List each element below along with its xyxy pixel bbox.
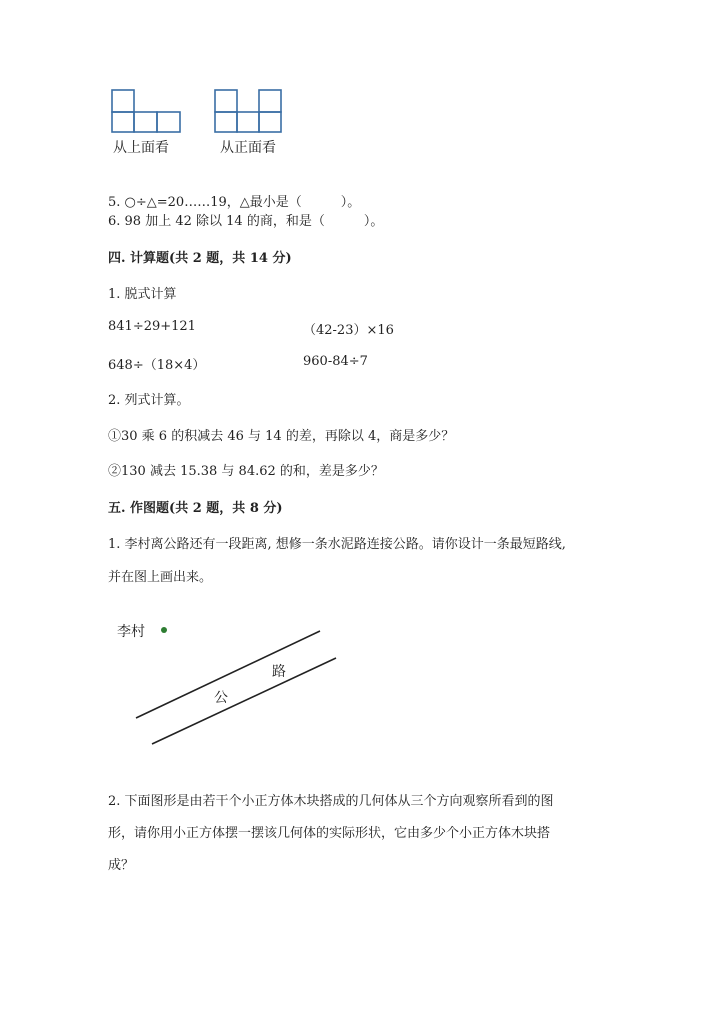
- road-label-char: 公: [214, 690, 228, 706]
- drawing-question-2-line: 形，请你用小正方体摆一摆该几何体的实际形状，它由多少个小正方体木块搭: [108, 826, 551, 841]
- road-edge-upper: [136, 631, 320, 718]
- calc-question-2b: ②130 减去 15.38 与 84.62 的和，差是多少？: [108, 464, 384, 479]
- village-label: 李村: [117, 624, 145, 640]
- village-dot: [161, 627, 167, 633]
- drawing-question-2-line: 成？: [108, 858, 135, 873]
- top-view-label: 从上面看: [113, 140, 169, 156]
- drawing-question-1-line: 1. 李村离公路还有一段距离, 想修一条水泥路连接公路。请你设计一条最短路线,: [108, 537, 566, 552]
- top-view-figure: [110, 88, 182, 134]
- front-view-square: [259, 112, 281, 132]
- calc-expression: 841÷29+121: [108, 319, 196, 334]
- top-view-square: [112, 112, 134, 132]
- drawing-question-2-line: 2. 下面图形是由若干个小正方体木块搭成的几何体从三个方向观察所看到的图: [108, 794, 554, 809]
- question-5: 5. ○÷△=20……19，△最小是（ ）。: [108, 195, 361, 210]
- top-view-square: [112, 90, 134, 112]
- top-view-square: [157, 112, 180, 132]
- front-view-square: [215, 112, 237, 132]
- calc-expression: 960-84÷7: [303, 354, 368, 369]
- calc-question-1-title: 1. 脱式计算: [108, 287, 177, 302]
- front-view-square: [215, 90, 237, 112]
- road-diagram: [120, 620, 350, 755]
- calc-expression: 648÷（18×4）: [108, 358, 206, 373]
- section-4-heading: 四. 计算题(共 2 题，共 14 分): [108, 251, 292, 266]
- drawing-question-1-line: 并在图上画出来。: [108, 570, 213, 585]
- section-5-heading: 五. 作图题(共 2 题，共 8 分): [108, 501, 283, 516]
- road-label-char: 路: [272, 664, 286, 680]
- front-view-label: 从正面看: [220, 140, 276, 156]
- front-view-square: [259, 90, 281, 112]
- calc-question-2-title: 2. 列式计算。: [108, 393, 190, 408]
- calc-question-2a: ①30 乘 6 的积减去 46 与 14 的差，再除以 4，商是多少？: [108, 429, 455, 444]
- road-edge-lower: [152, 658, 336, 744]
- front-view-figure: [213, 88, 283, 134]
- top-view-square: [134, 112, 157, 132]
- front-view-square: [237, 112, 259, 132]
- question-6: 6. 98 加上 42 除以 14 的商，和是（ ）。: [108, 214, 384, 229]
- calc-expression: （42-23）×16: [303, 323, 394, 338]
